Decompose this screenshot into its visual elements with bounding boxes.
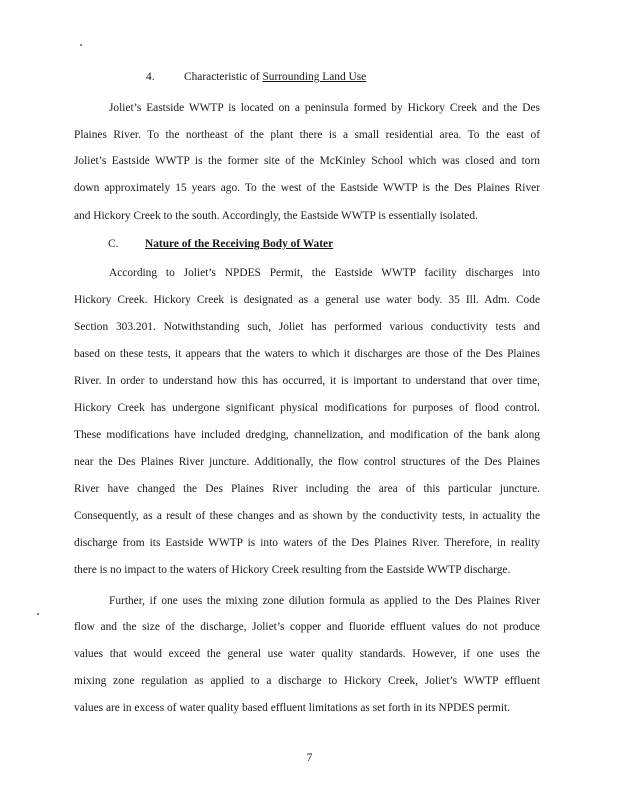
paragraph-line: River have changed the Des Plaines River including the area of this particular juncture. (74, 483, 540, 495)
paragraph-line: mixing zone regulation as applied to a discharge to Hickory Creek, Joliet’s WWTP effluent (74, 675, 540, 687)
paragraph-line: flow and the size of the discharge, Joliet’s copper and fluoride effluent values do not produce (74, 621, 540, 633)
paragraph-line: Joliet’s Eastside WWTP is the former site of the McKinley School which was closed and torn (74, 155, 540, 167)
paragraph-line: near the Des Plaines River juncture. Additionally, the flow control structures of the Des Plaines (74, 456, 540, 468)
section-number: 4. (146, 71, 155, 83)
section-letter: C. (108, 238, 119, 250)
paragraph-line: These modifications have included dredging, channelization, and modification of the bank along (74, 429, 540, 441)
paragraph-line: values are in excess of water quality based effluent limitations as set forth in its NPDES permit. (74, 702, 511, 714)
page-number: 7 (306, 752, 313, 764)
scan-speck (80, 44, 82, 46)
paragraph-line: values that would exceed the general use water quality standards. However, if one uses the (74, 648, 540, 660)
paragraph-line: there is no impact to the waters of Hickory Creek resulting from the Eastside WWTP discharge. (74, 564, 511, 576)
section-heading-plain: Characteristic of (184, 71, 263, 83)
paragraph-line: Consequently, as a result of these changes and as shown by the conductivity tests, in actuality the (74, 510, 540, 522)
paragraph-line: Hickory Creek has undergone significant physical modifications for purposes of flood control. (74, 402, 540, 414)
paragraph-line: According to Joliet’s NPDES Permit, the Eastside WWTP facility discharges into (109, 267, 540, 279)
paragraph-line: down approximately 15 years ago. To the west of the Eastside WWTP is the Des Plaines River (74, 182, 540, 194)
paragraph-line: Further, if one uses the mixing zone dilution formula as applied to the Des Plaines River (109, 595, 540, 607)
paragraph-line: Plaines River. To the northeast of the plant there is a small residential area. To the east of (74, 129, 540, 141)
paragraph-line: Section 303.201. Notwithstanding such, Joliet has performed various conductivity tests and (74, 321, 540, 333)
section-heading (184, 70, 366, 84)
paragraph-line: and Hickory Creek to the south. Accordingly, the Eastside WWTP is essentially isolated. (74, 210, 478, 222)
paragraph-line: Hickory Creek. Hickory Creek is designated as a general use water body. 35 Ill. Adm. Code (74, 294, 540, 306)
paragraph-line: Joliet’s Eastside WWTP is located on a peninsula formed by Hickory Creek and the Des (109, 102, 540, 114)
section-heading: Nature of the Receiving Body of Water (145, 238, 334, 250)
paragraph-line: discharge from its Eastside WWTP is into waters of the Des Plaines River. Therefore, in reality (74, 537, 540, 549)
scan-speck (37, 613, 39, 615)
section-heading-underlined: Surrounding Land Use (262, 71, 367, 83)
paragraph-line: based on these tests, it appears that the waters to which it discharges are those of the Des Plaines (74, 348, 540, 360)
paragraph-line: River. In order to understand how this has occurred, it is important to understand that over time, (74, 375, 540, 387)
